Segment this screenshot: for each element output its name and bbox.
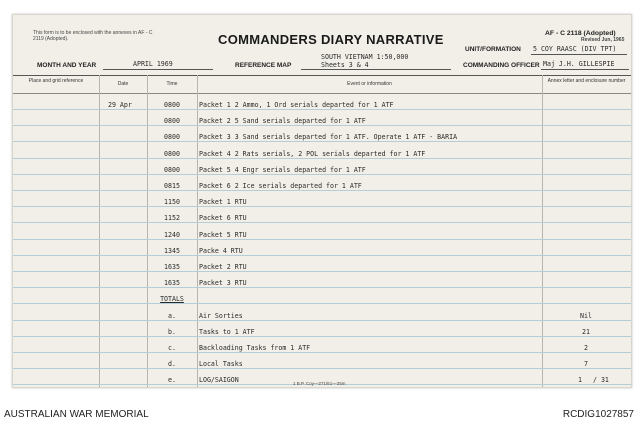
row-time: a. (168, 312, 176, 320)
row-time: 0800 (164, 133, 180, 141)
row-time: 1152 (164, 214, 180, 222)
row-time: 0800 (164, 166, 180, 174)
co-value: Maj J.H. GILLESPIE (543, 60, 615, 68)
unit-label: UNIT/FORMATION (465, 46, 521, 53)
form-title: COMMANDERS DIARY NARRATIVE (218, 32, 444, 47)
row-event: Packet 6 RTU (199, 214, 247, 222)
header-bottom-border (13, 93, 631, 94)
diary-form-sheet (12, 14, 632, 388)
row-event: Packet 5 RTU (199, 231, 247, 239)
row-time: 1635 (164, 263, 180, 271)
form-revised: Revised Jun, 1965 (581, 37, 625, 43)
map-value-2: Sheets 3 & 4 (321, 61, 369, 69)
row-event: Packet 1 RTU (199, 198, 247, 206)
ruled-line (13, 239, 631, 240)
unit-underline (531, 54, 627, 55)
row-annex: 7 (584, 360, 588, 368)
form-number: AF - C 2118 (Adopted) (545, 30, 616, 37)
ruled-line (13, 271, 631, 272)
row-time: d. (168, 360, 176, 368)
row-event: Tasks to 1 ATF (199, 328, 255, 336)
col-divider-event (542, 75, 543, 387)
row-annex: 2 (584, 344, 588, 352)
unit-value: 5 COY RAASC (DIV TPT) (533, 45, 617, 53)
row-time: b. (168, 328, 176, 336)
table-top-border (13, 75, 631, 76)
row-time: 1150 (164, 198, 180, 206)
row-annex: Nil (580, 312, 592, 320)
ruled-line (13, 174, 631, 175)
row-event: Packet 2 5 Sand serials departed for 1 ATF (199, 117, 366, 125)
row-event: Local Tasks (199, 360, 243, 368)
row-time: e. (168, 376, 176, 384)
row-annex: 1 (578, 376, 582, 384)
month-underline (103, 69, 213, 70)
ruled-line (13, 287, 631, 288)
col-header-place: Place and grid reference (28, 78, 84, 84)
archive-credit: AUSTRALIAN WAR MEMORIAL (4, 409, 149, 420)
col-header-event: Event or information (347, 81, 392, 87)
row-time: 1635 (164, 279, 180, 287)
page-number: / 31 (593, 376, 609, 384)
row-event: Packet 1 2 Ammo, 1 Ord serials departed for 1 ATF (199, 101, 394, 109)
map-value-1: SOUTH VIETNAM 1:50,000 (321, 53, 409, 61)
ruled-line (13, 125, 631, 126)
ruled-line (13, 222, 631, 223)
col-header-date: Date (117, 81, 129, 87)
row-time: 0800 (164, 117, 180, 125)
col-header-time: Time (166, 81, 178, 87)
ruled-line (13, 158, 631, 159)
row-event: LOG/SAIGON (199, 376, 239, 384)
map-underline (301, 69, 451, 70)
enclosure-note: This form is to be enclosed with the annexes in AF - C 2119 (Adopted). (33, 30, 153, 42)
printer-note: 1 B.P. Coy—271/61—25m (293, 381, 346, 386)
ruled-line (13, 303, 631, 304)
ruled-line (13, 206, 631, 207)
month-value: APRIL 1969 (133, 60, 173, 68)
col-divider-time (197, 75, 198, 387)
month-label: MONTH AND YEAR (37, 62, 97, 69)
row-event: Backloading Tasks from 1 ATF (199, 344, 311, 352)
row-time: TOTALS (160, 295, 184, 303)
ruled-line (13, 320, 631, 321)
ruled-line (13, 368, 631, 369)
row-event: Packet 4 2 Rats serials, 2 POL serials departed for 1 ATF (199, 150, 426, 158)
record-id: RCDIG1027857 (562, 409, 634, 420)
col-header-annex: Annex letter and enclosure number (547, 78, 626, 84)
ruled-line (13, 255, 631, 256)
row-event: Packet 3 RTU (199, 279, 247, 287)
row-time: 0800 (164, 101, 180, 109)
row-event: Packet 6 2 Ice serials departed for 1 ATF (199, 182, 362, 190)
row-time: 0815 (164, 182, 180, 190)
map-label: REFERENCE MAP (235, 62, 292, 69)
row-annex: 21 (582, 328, 590, 336)
col-divider-place (99, 75, 100, 387)
row-time: c. (168, 344, 176, 352)
co-label: COMMANDING OFFICER (463, 62, 540, 69)
row-time: 0800 (164, 150, 180, 158)
row-time: 1240 (164, 231, 180, 239)
ruled-line (13, 352, 631, 353)
ruled-line (13, 109, 631, 110)
ruled-line (13, 190, 631, 191)
row-event: Packet 3 3 Sand serials departed for 1 ATF. Operate 1 ATF - BARIA (199, 133, 458, 141)
co-underline (541, 69, 629, 70)
row-time: 1345 (164, 247, 180, 255)
ruled-line (13, 141, 631, 142)
row-event: Air Sorties (199, 312, 243, 320)
row-event: Packet 2 RTU (199, 263, 247, 271)
row-event: Packet 5 4 Engr serials departed for 1 ATF (199, 166, 366, 174)
row-date: 29 Apr (108, 101, 132, 109)
ruled-line (13, 336, 631, 337)
row-event: Packe 4 RTU (199, 247, 243, 255)
